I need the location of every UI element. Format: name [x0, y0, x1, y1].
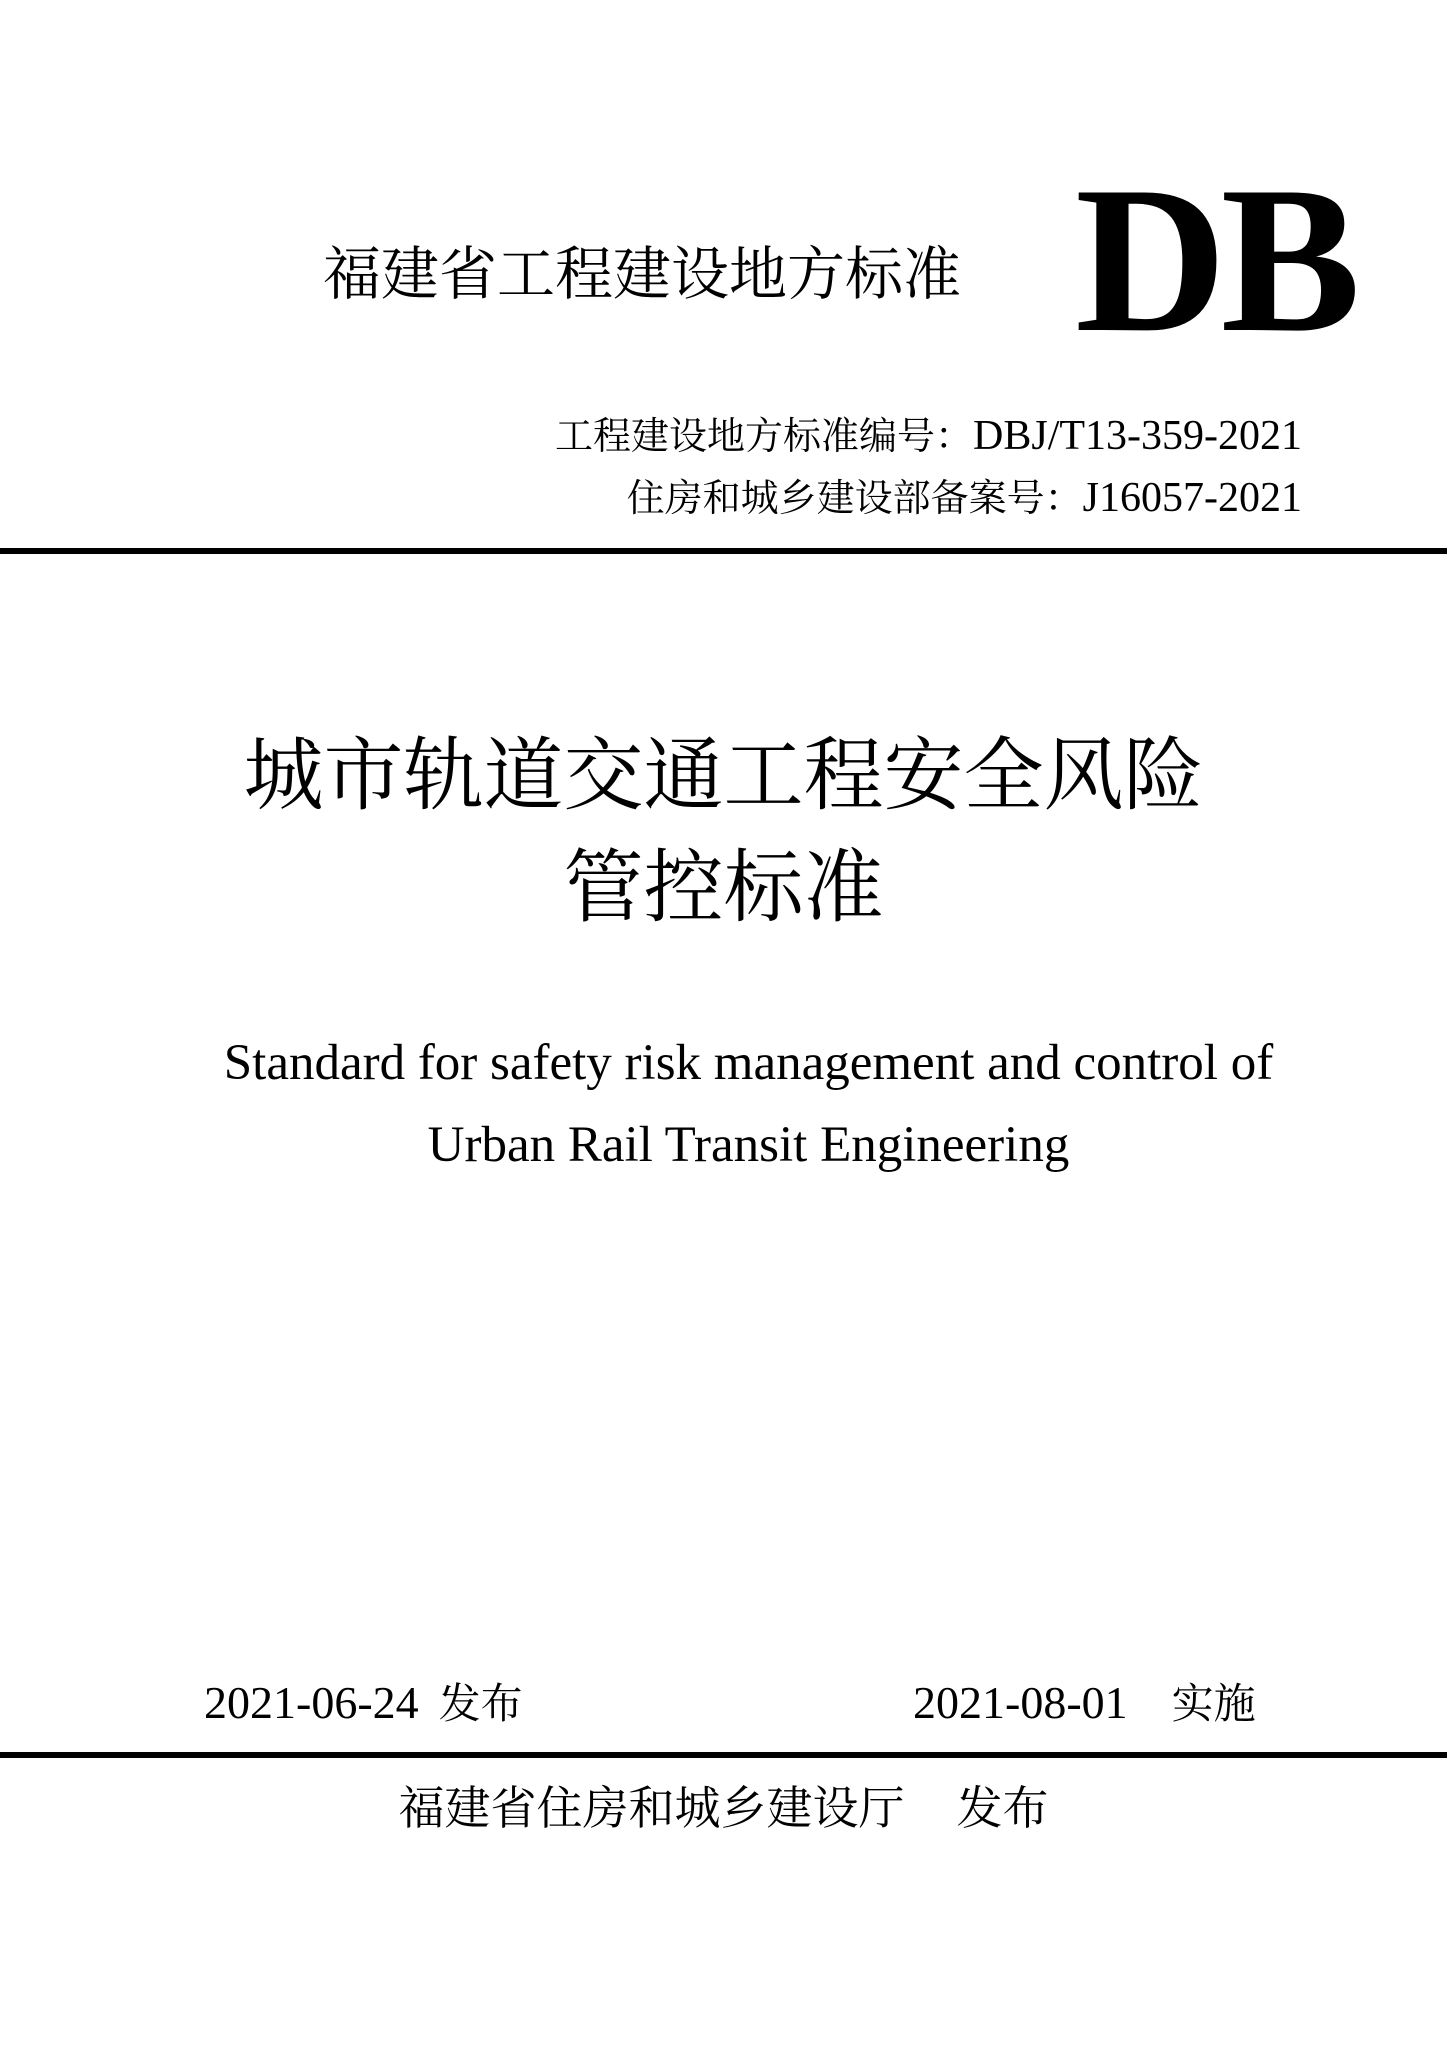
standard-number-line — [555, 408, 1302, 464]
filing-number: J16057-2021 — [1082, 475, 1302, 521]
effective-word: 实施 — [1171, 1679, 1256, 1728]
db-mark: DB — [1075, 144, 1355, 376]
chinese-title-line-2: 管控标准 — [563, 841, 884, 934]
bottom-divider — [0, 1752, 1447, 1758]
english-title-line-1: Standard for safety risk management and control of — [223, 1035, 1274, 1091]
english-title — [0, 1022, 1447, 1186]
issue-date: 2021-06-24 — [204, 1677, 419, 1728]
publisher-word: 发布 — [956, 1781, 1049, 1835]
standard-number-label: 工程建设地方标准编号： — [554, 414, 973, 458]
standard-number: DBJ/T13-359-2021 — [973, 413, 1302, 459]
chinese-title — [0, 720, 1447, 944]
issuer-heading: 福建省工程建设地方标准 — [323, 240, 962, 308]
publisher-name: 福建省住房和城乡建设厅 — [398, 1781, 905, 1835]
top-divider — [0, 548, 1447, 554]
english-title-line-2: Urban Rail Transit Engineering — [427, 1117, 1070, 1173]
effective-date-line — [913, 1672, 1256, 1734]
publisher-line — [0, 1775, 1447, 1841]
chinese-title-line-1: 城市轨道交通工程安全风险 — [243, 729, 1204, 822]
issue-date-line — [204, 1672, 523, 1734]
filing-number-line — [627, 470, 1302, 526]
effective-date: 2021-08-01 — [913, 1677, 1128, 1728]
issue-word: 发布 — [438, 1679, 523, 1728]
filing-number-label: 住房和城乡建设部备案号： — [626, 476, 1083, 520]
